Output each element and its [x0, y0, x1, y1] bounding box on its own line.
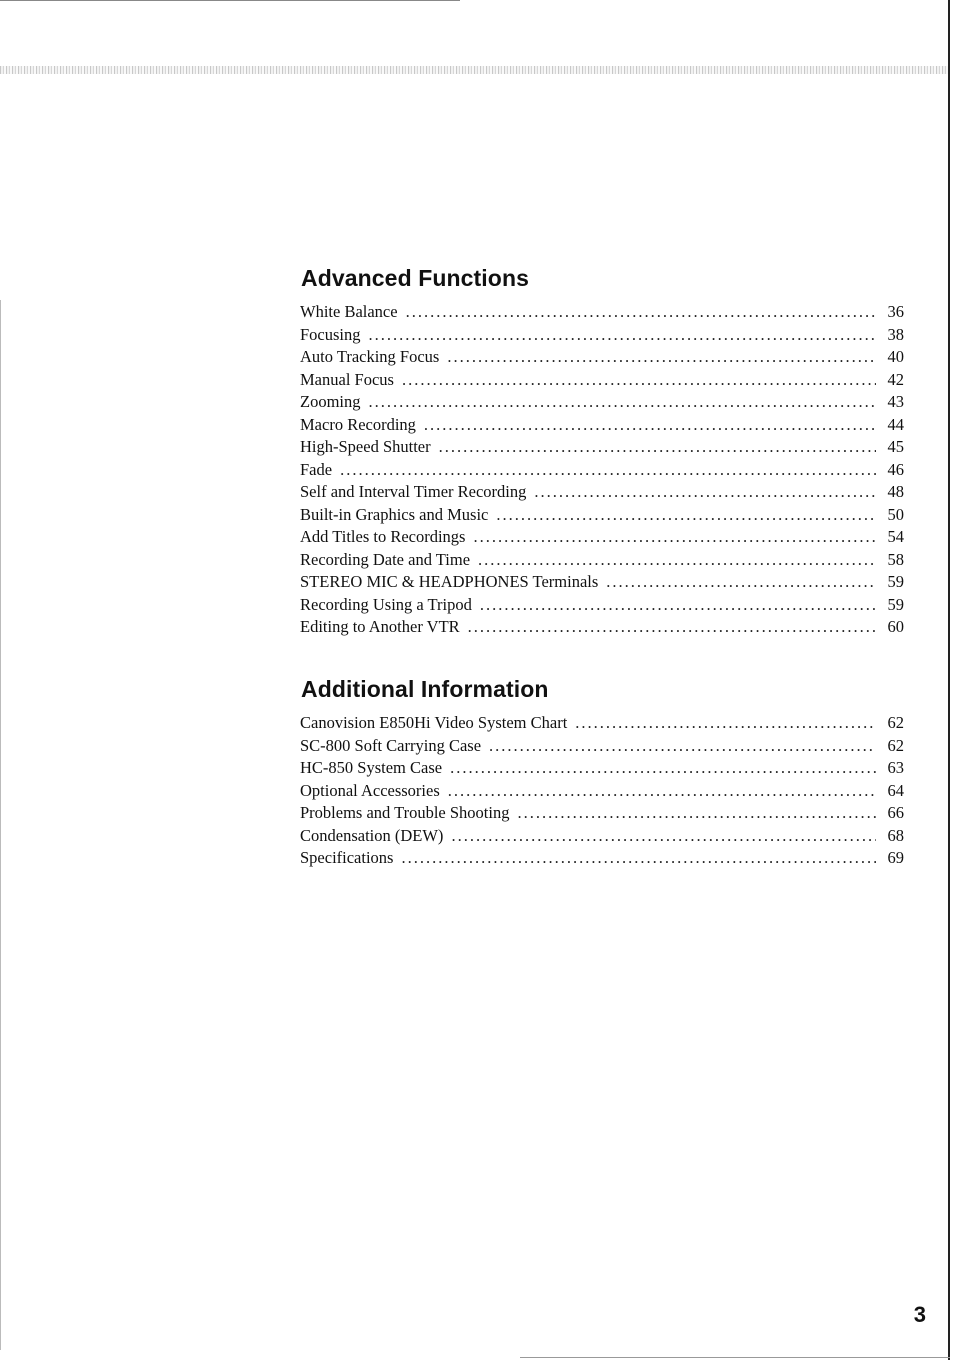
- toc-entry-title: High-Speed Shutter: [300, 437, 431, 456]
- toc-list: [300, 712, 904, 870]
- toc-entry-page: 40: [887, 347, 904, 366]
- scan-artifact-band: [0, 66, 950, 74]
- toc-entry: [300, 324, 904, 347]
- section-heading: Additional Information: [301, 676, 549, 702]
- toc-dot-leader: [369, 324, 876, 347]
- toc-entry-page: 54: [887, 527, 904, 546]
- toc-entry: [300, 735, 904, 758]
- toc-dot-leader: [450, 757, 876, 780]
- toc-entry-title: Manual Focus: [300, 369, 394, 389]
- toc-entry-page: 60: [887, 617, 904, 636]
- toc-entry-title: Condensation (DEW): [300, 825, 444, 845]
- toc-entry-title: Optional Accessories: [300, 780, 440, 800]
- toc-entry-title: Built-in Graphics and Music: [300, 504, 489, 524]
- toc-entry: [300, 594, 904, 617]
- toc-dot-leader: [517, 802, 876, 825]
- toc-entry-title: Specifications: [300, 848, 394, 867]
- toc-entry-page: 38: [887, 324, 904, 344]
- toc-entry-page: 59: [887, 572, 904, 591]
- toc-entry: [300, 391, 904, 414]
- toc-entry-title: Self and Interval Timer Recording: [300, 482, 527, 501]
- toc-entry-title: Fade: [300, 459, 333, 479]
- page-number: 3: [913, 1302, 926, 1327]
- toc-entry-title: Canovision E850Hi Video System Chart: [300, 713, 568, 732]
- toc-entry-page: 62: [887, 713, 904, 732]
- toc-entry-page: 63: [887, 758, 904, 777]
- toc-entry-title: STEREO MIC & HEADPHONES Terminals: [300, 572, 599, 591]
- toc-entry-title: Add Titles to Recordings: [300, 527, 466, 546]
- toc-entry-page: 64: [887, 780, 904, 800]
- toc-entry-page: 68: [887, 825, 904, 845]
- toc-entry: [300, 459, 904, 482]
- toc-entry: [300, 346, 904, 369]
- toc-entry: [300, 526, 904, 549]
- toc-entry-page: 58: [887, 549, 904, 569]
- toc-entry-page: 66: [887, 803, 904, 822]
- toc-entry: [300, 847, 904, 870]
- toc-dot-leader: [439, 436, 876, 459]
- toc-entry: [300, 825, 904, 848]
- toc-entry: [300, 571, 904, 594]
- toc-dot-leader: [468, 616, 876, 639]
- toc-entry-title: White Balance: [300, 302, 398, 321]
- toc-entry-page: 46: [887, 459, 904, 479]
- scan-bottom-rule: [520, 1357, 950, 1358]
- toc-entry-page: 42: [887, 369, 904, 389]
- toc-entry: [300, 301, 904, 324]
- toc-dot-leader: [478, 549, 876, 572]
- toc-entry: [300, 369, 904, 392]
- toc-dot-leader: [401, 847, 876, 870]
- toc-list: [300, 301, 904, 639]
- toc-dot-leader: [480, 594, 876, 617]
- toc-entry-title: Editing to Another VTR: [300, 617, 460, 636]
- toc-dot-leader: [451, 825, 876, 848]
- toc-dot-leader: [606, 571, 876, 594]
- toc-dot-leader: [575, 712, 876, 735]
- toc-entry: [300, 712, 904, 735]
- toc-entry-page: 44: [887, 414, 904, 434]
- toc-entry: [300, 549, 904, 572]
- toc-dot-leader: [534, 481, 876, 504]
- toc-entry-page: 36: [887, 302, 904, 321]
- toc-section-advanced-functions: [300, 265, 904, 639]
- toc-entry-title: SC-800 Soft Carrying Case: [300, 735, 482, 755]
- toc-entry-title: Problems and Trouble Shooting: [300, 803, 510, 822]
- toc-entry-page: 48: [887, 482, 904, 501]
- toc-dot-leader: [406, 301, 876, 324]
- scan-left-edge: [0, 300, 1, 1350]
- toc-entry-page: 50: [887, 504, 904, 524]
- toc-entry-title: Focusing: [300, 324, 361, 344]
- toc-entry-title: Recording Date and Time: [300, 549, 471, 569]
- toc-dot-leader: [496, 504, 876, 527]
- toc-entry-page: 43: [887, 392, 904, 411]
- toc-entry: [300, 616, 904, 639]
- toc-entry-page: 45: [887, 437, 904, 456]
- toc-dot-leader: [424, 414, 876, 437]
- toc-entry-title: Zooming: [300, 392, 361, 411]
- toc-dot-leader: [369, 391, 877, 414]
- scan-top-rule: [0, 0, 460, 1]
- toc-entry: [300, 757, 904, 780]
- toc-entry: [300, 481, 904, 504]
- toc-entry-title: Auto Tracking Focus: [300, 347, 440, 366]
- toc-dot-leader: [489, 735, 876, 758]
- scan-right-edge: [948, 0, 950, 1360]
- toc-dot-leader: [473, 526, 876, 549]
- toc-entry-title: HC-850 System Case: [300, 758, 443, 777]
- toc-section-additional-information: [300, 676, 904, 870]
- toc-entry: [300, 802, 904, 825]
- toc-entry: [300, 414, 904, 437]
- toc-entry: [300, 504, 904, 527]
- toc-dot-leader: [402, 369, 876, 392]
- toc-entry-page: 62: [887, 735, 904, 755]
- toc-entry-title: Macro Recording: [300, 414, 416, 434]
- toc-dot-leader: [448, 780, 876, 803]
- toc-entry-page: 69: [887, 848, 904, 867]
- section-heading: Advanced Functions: [301, 265, 529, 291]
- toc-entry: [300, 436, 904, 459]
- toc-entry: [300, 780, 904, 803]
- toc-dot-leader: [340, 459, 876, 482]
- toc-entry-title: Recording Using a Tripod: [300, 594, 472, 614]
- toc-entry-page: 59: [887, 594, 904, 614]
- toc-dot-leader: [447, 346, 876, 369]
